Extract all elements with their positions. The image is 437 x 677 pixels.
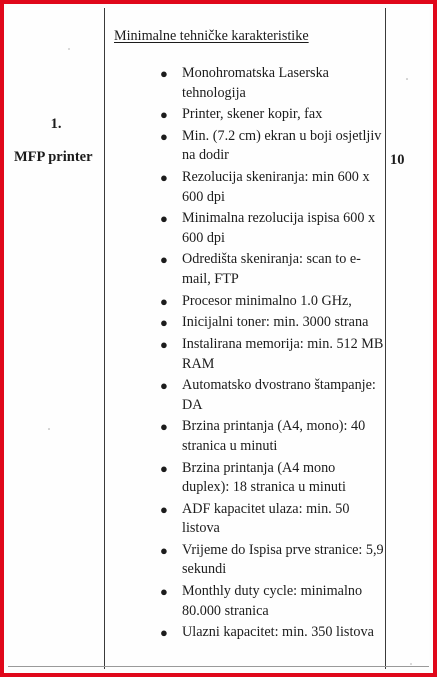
bullet-icon: ● [160, 293, 168, 309]
bullet-icon: ● [160, 252, 168, 268]
bullet-icon: ● [160, 315, 168, 331]
bullet-icon: ● [160, 107, 168, 123]
scan-speck [68, 48, 70, 50]
bullet-icon: ● [160, 542, 168, 558]
spec-item: ● Brzina printanja (A4, mono): 40 stranica u minuti [160, 418, 366, 454]
spec-item: ● Inicijalni toner: min. 3000 strana [108, 313, 384, 333]
bullet-icon: ● [160, 128, 168, 144]
scan-speck [48, 428, 50, 430]
item-quantity: 10 [390, 152, 405, 168]
spec-item: ● Automatsko dvostrano štampanje: DA [160, 377, 376, 413]
spec-item: ● Rezolucija skeniranja: min 600 x 600 dpi [160, 169, 370, 205]
spec-item: ● Instalirana memorija: min. 512 MB RAM [160, 336, 384, 372]
item-name: MFP printer [14, 149, 93, 165]
spec-table [8, 8, 429, 669]
bullet-icon: ● [160, 378, 168, 394]
bullet-icon: ● [160, 625, 168, 641]
bullet-icon: ● [160, 501, 168, 517]
spec-item: ● Min. (7.2 cm) ekran u boji osjetljiv na dodir [160, 127, 382, 164]
spec-list [108, 64, 384, 645]
spec-item: ● ADF kapacitet ulaza: min. 50 listova [160, 500, 350, 537]
column-divider-left [104, 8, 105, 669]
bullet-icon: ● [160, 584, 168, 600]
spec-item: ● Procesor minimalno 1.0 GHz, [108, 292, 384, 312]
spec-item: ● Ulazni kapacitet: min. 350 listova [108, 623, 384, 643]
scan-speck [410, 663, 412, 665]
spec-item: ● Monthly duty cycle: minimalno 80.000 stranica [160, 583, 363, 619]
item-number: 1. [50, 116, 62, 132]
bullet-icon: ● [160, 460, 168, 476]
bullet-icon: ● [160, 337, 168, 352]
spec-item: ● Odredišta skeniranja: scan to e-mail, FTP [160, 251, 361, 287]
bullet-icon: ● [160, 419, 168, 435]
spec-item: ● Brzina printanja (A4 mono duplex): 18 stranica u minuti [160, 459, 346, 496]
spec-item: ● Minimalna rezolucija ispisa 600 x 600 dpi [160, 210, 376, 246]
bullet-icon: ● [160, 66, 168, 81]
scan-speck [406, 78, 408, 80]
spec-item: ● Printer, skener kopir, fax [108, 105, 384, 125]
spec-item: ● Monohromatska Laserska tehnologija [160, 65, 329, 101]
spec-item: ● Vrijeme do Ispisa prve stranice: 5,9 sekundi [160, 541, 384, 578]
table-bottom-rule [8, 666, 429, 667]
column-divider-right [385, 8, 386, 669]
bullet-icon: ● [160, 170, 168, 186]
spec-heading: Minimalne tehničke karakteristike [114, 28, 309, 44]
bullet-icon: ● [160, 211, 168, 227]
